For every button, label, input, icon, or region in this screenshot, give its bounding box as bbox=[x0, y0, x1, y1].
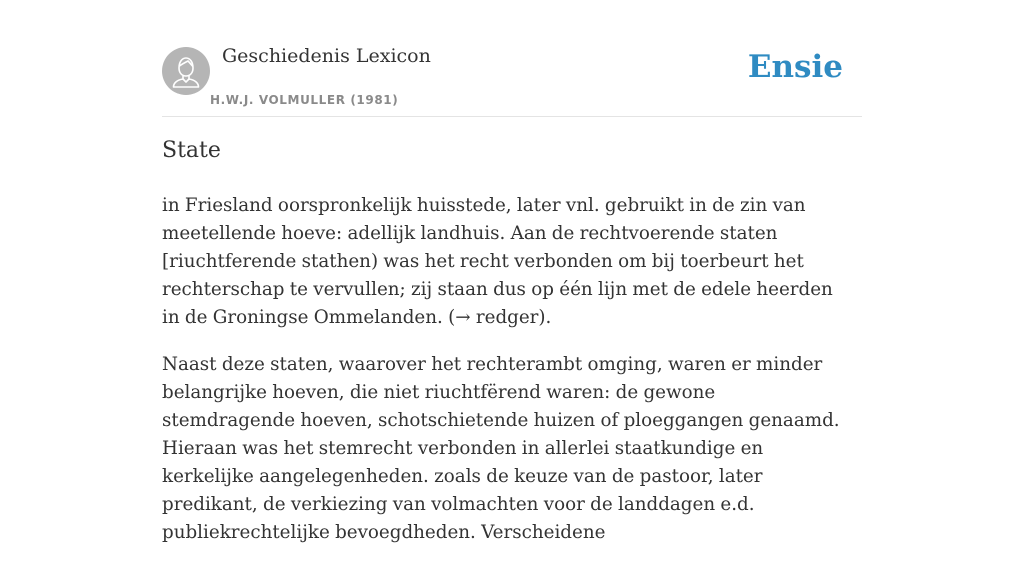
entry-card bbox=[162, 0, 862, 543]
user-icon bbox=[162, 47, 210, 95]
avatar[interactable] bbox=[162, 47, 210, 95]
brand-logo[interactable]: Ensie bbox=[747, 49, 843, 85]
paragraph: Naast deze staten, waarover het rechterambt omging, waren er minder belangrijke hoeven, die niet riuchtfërend waren: de gewone stemdragende hoeven, schotschietende huizen of ploeggangen genaamd. Hieraan was het stemrecht verbonden in allerlei staatkundige en kerkelijke aangelegenheden. zoals de keuze van de pastoor, later predikant, de verkiezing van volmachten voor de landdagen e.d. publiekrechtelijke bevoegdheden. Verscheidene bbox=[162, 354, 840, 543]
book-title-link[interactable]: Geschiedenis Lexicon bbox=[222, 45, 431, 67]
entry-body bbox=[162, 192, 852, 566]
author-label: H.W.J. VOLMULLER (1981) bbox=[210, 93, 399, 107]
page-title: State bbox=[162, 138, 221, 163]
entry-header bbox=[162, 0, 862, 117]
paragraph: in Friesland oorspronkelijk huisstede, later vnl. gebruikt in de zin van meetellende hoeve: adellijk landhuis. Aan de rechtvoerende staten [riuchtferende stathen) was het recht verbonden om bij toerbeurt het rechterschap te vervullen; zij staan dus op één lijn met de edele heerden in de Groningse Ommelanden. (→ redger). bbox=[162, 195, 833, 328]
